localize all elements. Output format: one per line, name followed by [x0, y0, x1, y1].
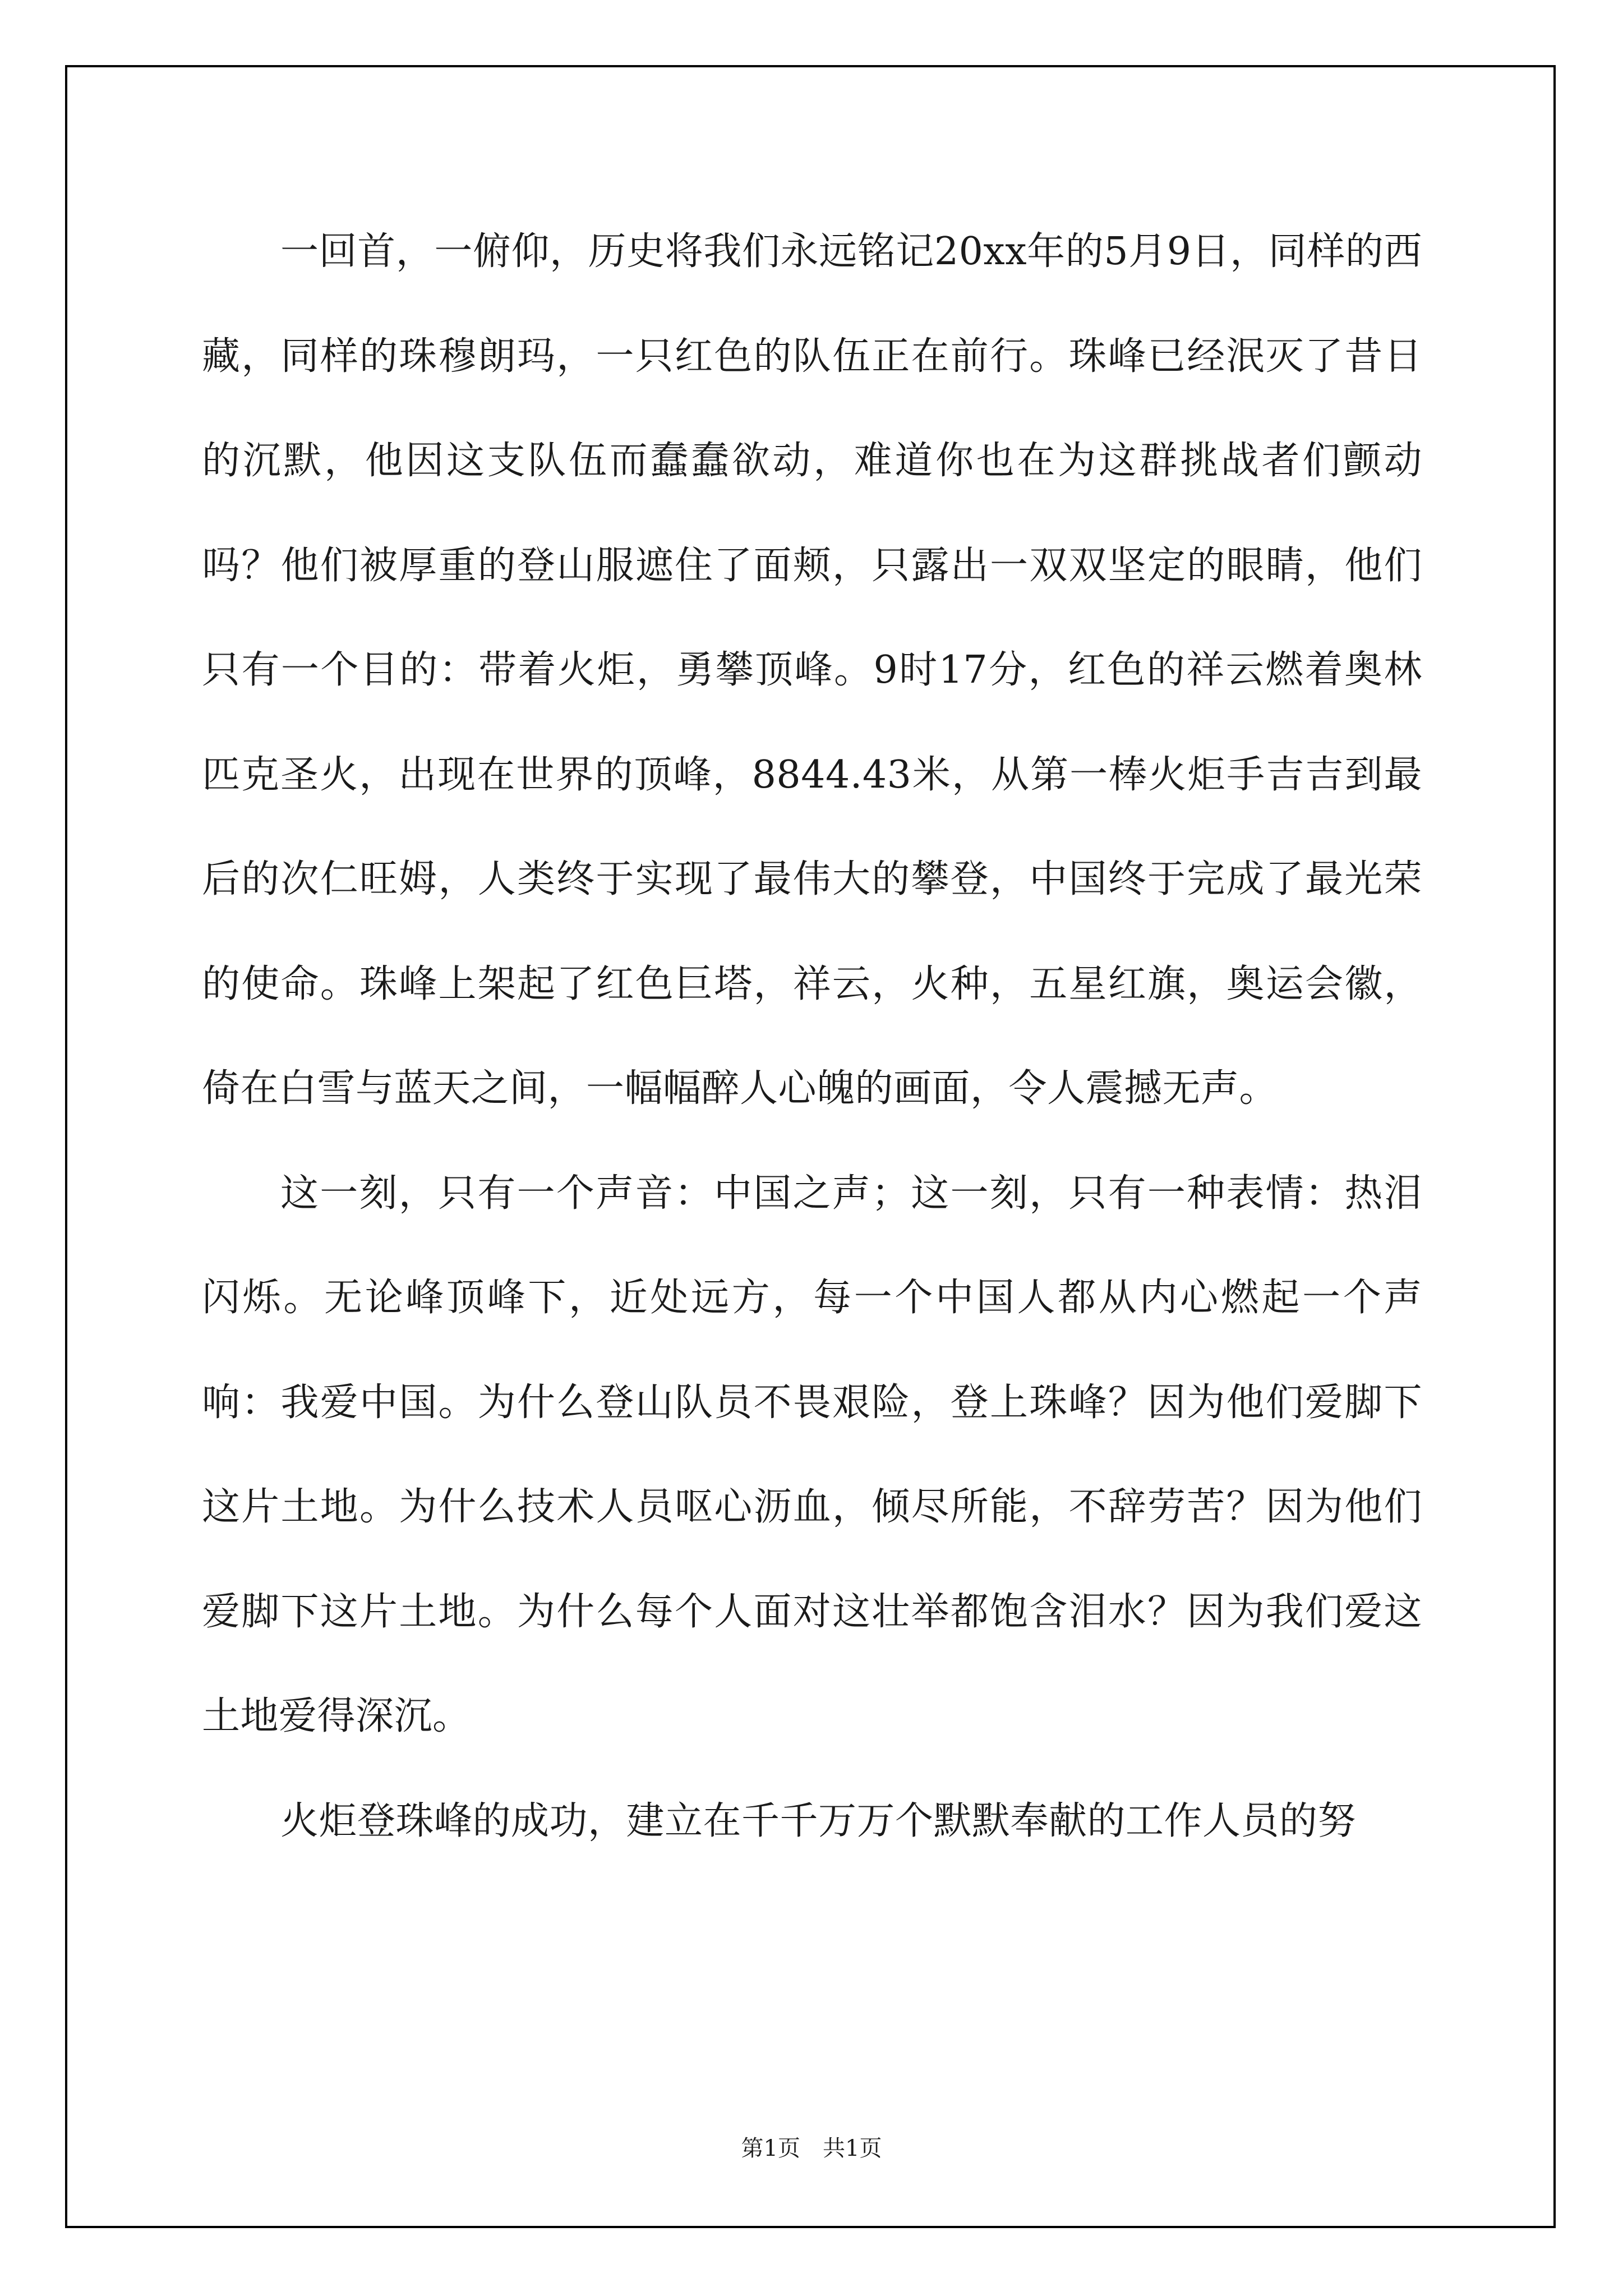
paragraph-3: 火炬登珠峰的成功，建立在千千万万个默默奉献的工作人员的努	[280, 1798, 1357, 1843]
paragraph-1: 一回首，一俯仰，历史将我们永远铭记20xx年的5月9日，同样的西藏，同样的珠穆朗玛，一只红色的队伍正在前行。珠峰已经泯灭了昔日的沉默，他因这支队伍而蠢蠢欲动，难道你也在为这群挑战者们颤动吗？他们被厚重的登山服遮住了面颊，只露出一双双坚定的眼睛，他们只有一个目的：带着火炬，勇攀顶峰。9时17分，红色的祥云燃着奥林匹克圣火，出现在世界的顶峰，8844.43米，从第一棒火炬手吉吉到最后的次仁旺姆，人类终于实现了最伟大的攀登，中国终于完成了最光荣的使命。珠峰上架起了红色巨塔，祥云，火种，五星红旗，奥运会徽，倚在白雪与蓝天之间，一幅幅醉人心魄的画面，令人震撼无声。	[202, 229, 1422, 1111]
paragraph-2: 这一刻，只有一个声音：中国之声；这一刻，只有一种表情：热泪闪烁。无论峰顶峰下，近处远方，每一个中国人都从内心燃起一个声响：我爱中国。为什么登山队员不畏艰险，登上珠峰？因为他们爱脚下这片土地。为什么技术人员呕心沥血，倾尽所能，不辞劳苦？因为他们爱脚下这片土地。为什么每个人面对这壮举都饱含泪水？因为我们爱这土地爱得深沉。	[202, 1171, 1422, 1738]
page-number-footer: 第1页 共1页	[741, 2136, 882, 2161]
document-body	[202, 200, 1422, 1874]
